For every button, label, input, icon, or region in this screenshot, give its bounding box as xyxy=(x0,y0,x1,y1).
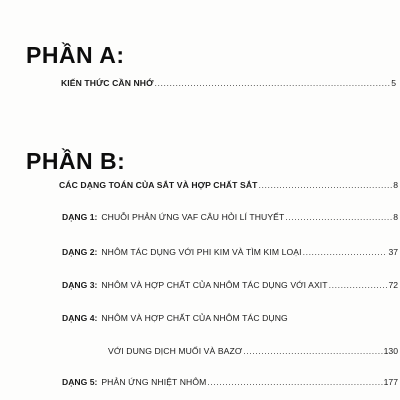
toc-page-number: 130 xyxy=(383,346,398,356)
toc-page-number: 8 xyxy=(393,212,398,222)
toc-entry-dang-3[interactable] xyxy=(62,281,398,290)
toc-page-number: 8 xyxy=(393,180,398,190)
part-a-heading: PHẦN A: xyxy=(26,42,125,68)
toc-leader-dots xyxy=(155,79,391,88)
toc-entry-dang-2[interactable] xyxy=(62,248,398,257)
toc-entry-label: DẠNG 5: xyxy=(62,377,98,387)
toc-leader-dots xyxy=(207,378,382,387)
toc-entry-title: CHUỖI PHẢN ỨNG VAF CÂU HỎI LÍ THUYẾT xyxy=(101,212,285,222)
toc-entry-title: NHÔM VÀ HỢP CHẤT CỦA NHÔM TÁC DỤNG xyxy=(101,313,288,323)
toc-entry-title: KIẾN THỨC CẦN NHỚ xyxy=(61,78,154,88)
toc-entry-dang-5[interactable] xyxy=(62,378,398,387)
toc-leader-dots xyxy=(243,347,382,356)
toc-entry-dang-1[interactable] xyxy=(62,213,398,222)
toc-entry-dang-4[interactable] xyxy=(62,314,398,323)
toc-entry-intro[interactable] xyxy=(59,181,398,190)
toc-page-number: 5 xyxy=(391,78,396,88)
toc-entry-title: PHẢN ỨNG NHIỆT NHÔM xyxy=(101,377,207,387)
toc-entry-kien-thuc[interactable] xyxy=(61,79,396,88)
toc-leader-dots xyxy=(303,248,388,257)
toc-page-number: 37 xyxy=(388,247,398,257)
toc-leader-dots xyxy=(259,181,393,190)
toc-page-number: 177 xyxy=(383,377,398,387)
toc-entry-label: DẠNG 1: xyxy=(62,212,98,222)
toc-entry-label: DẠNG 4: xyxy=(62,313,98,323)
toc-entry-title-continuation: VỚI DUNG DỊCH MUỐI VÀ BAZƠ xyxy=(108,346,243,356)
toc-leader-dots xyxy=(329,281,388,290)
toc-entry-title: CÁC DẠNG TOÁN CỦA SẮT VÀ HỢP CHẤT SẮT xyxy=(59,180,258,190)
toc-entry-title: NHÔM VÀ HỢP CHẤT CỦA NHÔM TÁC DỤNG VỚI AXIT xyxy=(101,280,328,290)
toc-entry-dang-4-continuation[interactable] xyxy=(108,347,398,356)
toc-entry-label: DẠNG 3: xyxy=(62,280,98,290)
toc-leader-dots xyxy=(285,213,392,222)
part-b-heading: PHẦN B: xyxy=(26,148,126,174)
toc-page-number: 72 xyxy=(388,280,398,290)
toc-entry-title: NHÔM TÁC DỤNG VỚI PHI KIM VÀ TÌM KIM LOẠI xyxy=(101,247,302,257)
toc-entry-label: DẠNG 2: xyxy=(62,247,98,257)
